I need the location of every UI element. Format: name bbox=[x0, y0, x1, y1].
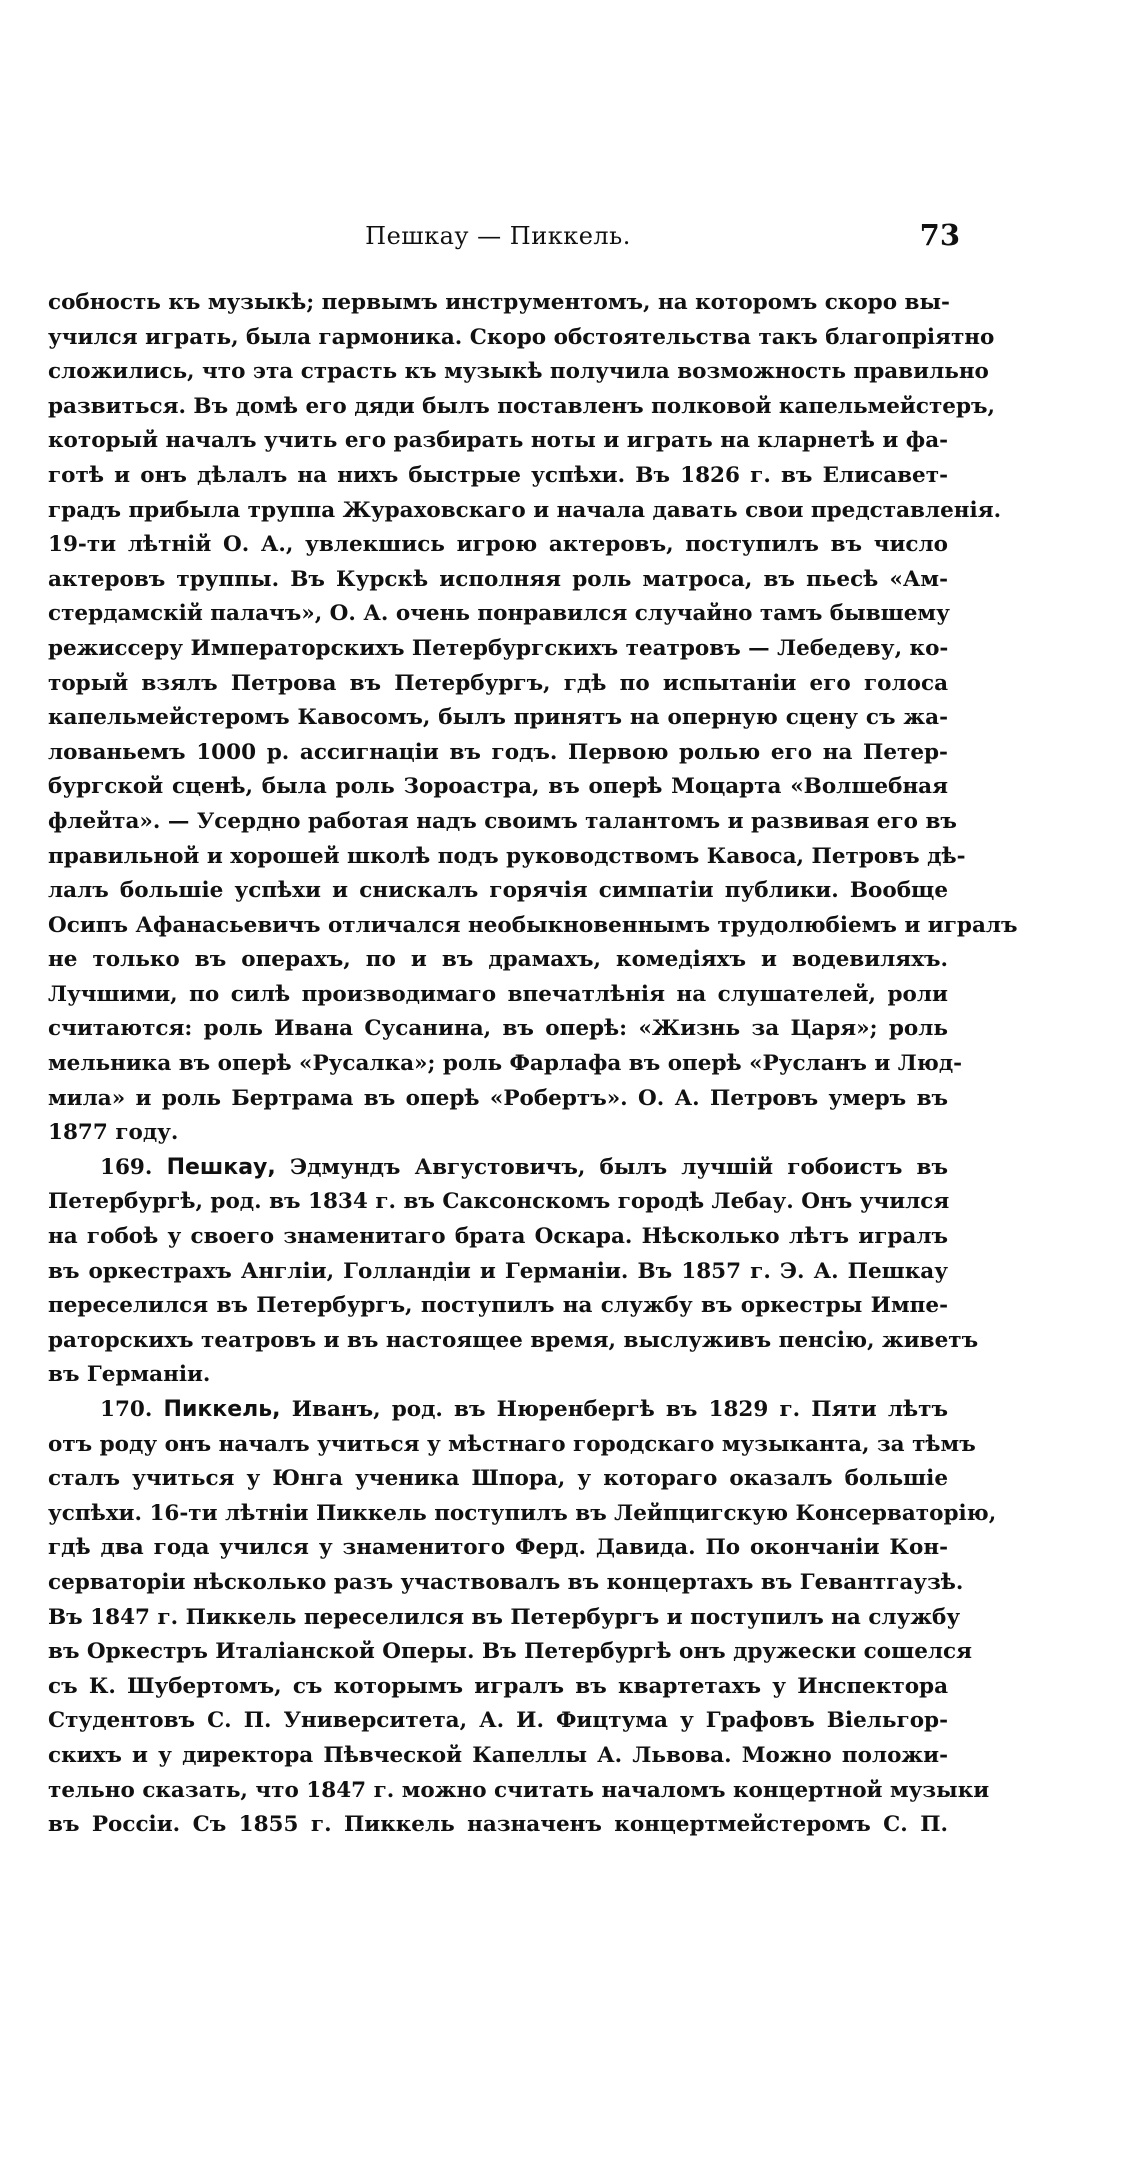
text-line: бургской сценѣ, была роль Зороастра, въ оперѣ Моцарта «Волшебная bbox=[48, 774, 948, 800]
running-title: Пешкау — Пиккель. bbox=[365, 222, 631, 250]
entry-number: 169. bbox=[100, 1154, 153, 1180]
text-line: собность къ музыкѣ; первымъ инструментомъ, на которомъ скоро вы- bbox=[48, 290, 950, 315]
text-line: мила» и роль Бертрама въ оперѣ «Робертъ». О. А. Петровъ умеръ въ bbox=[48, 1085, 948, 1111]
entry-first-line-text: Эдмундъ Августовичъ, былъ лучшій гобоистъ въ bbox=[289, 1154, 948, 1180]
text-line: готѣ и онъ дѣлалъ на нихъ быстрые успѣхи. Въ 1826 г. въ Елисавет- bbox=[48, 462, 948, 488]
text-line: мельника въ оперѣ «Русалка»; роль Фарлафа въ оперѣ «Русланъ и Люд- bbox=[48, 1051, 963, 1077]
running-head bbox=[48, 218, 960, 258]
text-line: торый взялъ Петрова въ Петербургъ, гдѣ по испытаніи его голоса bbox=[48, 670, 948, 696]
body-text bbox=[48, 286, 1018, 1843]
text-line: стердамскій палачъ», О. А. очень понравился случайно тамъ бывшему bbox=[48, 601, 950, 627]
text-line: флейта». — Усердно работая надъ своимъ талантомъ и развивая его въ bbox=[48, 808, 957, 834]
text-line: съ К. Шубертомъ, съ которымъ игралъ въ квартетахъ у Инспектора bbox=[48, 1673, 948, 1699]
text-line: въ оркестрахъ Англіи, Голландіи и Германіи. Въ 1857 г. Э. А. Пешкау bbox=[48, 1258, 948, 1284]
paragraph-petrov-continuation bbox=[48, 286, 1018, 1151]
text-line: гдѣ два года учился у знаменитого Ферд. Давида. По окончаніи Кон- bbox=[48, 1535, 948, 1561]
text-line: Въ 1847 г. Пиккель переселился въ Петербургъ и поступилъ на службу bbox=[48, 1604, 961, 1630]
text-line: скихъ и у директора Пѣвческой Капеллы А. Львова. Можно положи- bbox=[48, 1742, 948, 1768]
entry-name: Пиккель, bbox=[163, 1397, 281, 1422]
text-line: не только въ операхъ, по и въ драмахъ, комедіяхъ и водевиляхъ. bbox=[48, 947, 948, 973]
text-line: тельно сказать, что 1847 г. можно считать началомъ концертной музыки bbox=[48, 1777, 990, 1803]
text-line: 19-ти лѣтній О. А., увлекшись игрою актеровъ, поступилъ въ число bbox=[48, 532, 948, 558]
text-line: Студентовъ С. П. Университета, А. И. Фицтума у Графовъ Віельгор- bbox=[48, 1708, 948, 1734]
text-line: Лучшими, по силѣ производимаго впечатлѣнія на слушателей, роли bbox=[48, 981, 948, 1007]
entry-first-line bbox=[48, 1151, 948, 1186]
text-line: режиссеру Императорскихъ Петербургскихъ театровъ — Лебедеву, ко- bbox=[48, 635, 949, 661]
text-line: отъ роду онъ началъ учиться у мѣстнаго городскаго музыканта, за тѣмъ bbox=[48, 1431, 976, 1457]
text-line: градъ прибыла труппа Жураховскаго и начала давать свои представленія. bbox=[48, 497, 1002, 523]
entry-first-line bbox=[48, 1393, 948, 1428]
text-line: считаются: роль Ивана Сусанина, въ оперѣ: «Жизнь за Царя»; роль bbox=[48, 1016, 948, 1042]
text-line: учился играть, была гармоника. Скоро обстоятельства такъ благопріятно bbox=[48, 324, 995, 350]
text-line: Петербургѣ, род. въ 1834 г. въ Саксонскомъ городѣ Лебау. Онъ учился bbox=[48, 1189, 950, 1215]
text-line: на гобоѣ у своего знаменитаго брата Оскара. Нѣсколько лѣтъ игралъ bbox=[48, 1224, 948, 1250]
text-line: лованьемъ 1000 р. ассигнаціи въ годъ. Первою ролью его на Петер- bbox=[48, 739, 948, 765]
text-line: капельмейстеромъ Кавосомъ, былъ принятъ на оперную сцену съ жа- bbox=[48, 705, 948, 731]
text-line: въ Оркестръ Италіанской Оперы. Въ Петербургѣ онъ дружески сошелся bbox=[48, 1639, 973, 1665]
text-line: который началъ учить его разбирать ноты и играть на кларнетѣ и фа- bbox=[48, 428, 949, 454]
entry-number: 170. bbox=[100, 1397, 153, 1422]
text-line: въ Россіи. Съ 1855 г. Пиккель назначенъ концертмейстеромъ С. П. bbox=[48, 1812, 948, 1838]
text-line: правильной и хорошей школѣ подъ руководствомъ Кавоса, Петровъ дѣ- bbox=[48, 843, 966, 869]
text-line: актеровъ труппы. Въ Курскѣ исполняя роль матроса, въ пьесѣ «Ам- bbox=[48, 566, 948, 592]
entry-170 bbox=[48, 1393, 997, 1843]
text-line: переселился въ Петербургъ, поступилъ на службу въ оркестры Импе- bbox=[48, 1293, 948, 1319]
text-line: сложились, что эта страсть къ музыкѣ получила возможность правильно bbox=[48, 359, 989, 385]
page-number: 73 bbox=[919, 218, 960, 252]
text-line: 1877 году. bbox=[48, 1120, 179, 1146]
entry-first-line-text: Иванъ, род. въ Нюренбергѣ въ 1829 г. Пяти лѣтъ bbox=[291, 1397, 948, 1422]
text-line: серваторіи нѣсколько разъ участвовалъ въ концертахъ въ Гевантгаузѣ. bbox=[48, 1569, 964, 1595]
text-line: успѣхи. 16-ти лѣтніи Пиккель поступилъ въ Лейпцигскую Консерваторію, bbox=[48, 1500, 997, 1526]
text-line: въ Германіи. bbox=[48, 1362, 211, 1388]
text-line: лалъ большіе успѣхи и снискалъ горячія симпатіи публики. Вообще bbox=[48, 878, 948, 904]
text-line: раторскихъ театровъ и въ настоящее время, выслуживъ пенсію, живетъ bbox=[48, 1327, 979, 1353]
entry-name: Пешкау, bbox=[166, 1154, 276, 1180]
text-line: Осипъ Афанасьевичъ отличался необыкновеннымъ трудолюбіемъ и игралъ bbox=[48, 912, 1018, 938]
entry-169 bbox=[48, 1151, 979, 1393]
text-line: сталъ учиться у Юнга ученика Шпора, у котораго оказалъ большіе bbox=[48, 1466, 948, 1492]
text-line: развиться. Въ домѣ его дяди былъ поставленъ полковой капельмейстеръ, bbox=[48, 393, 995, 419]
